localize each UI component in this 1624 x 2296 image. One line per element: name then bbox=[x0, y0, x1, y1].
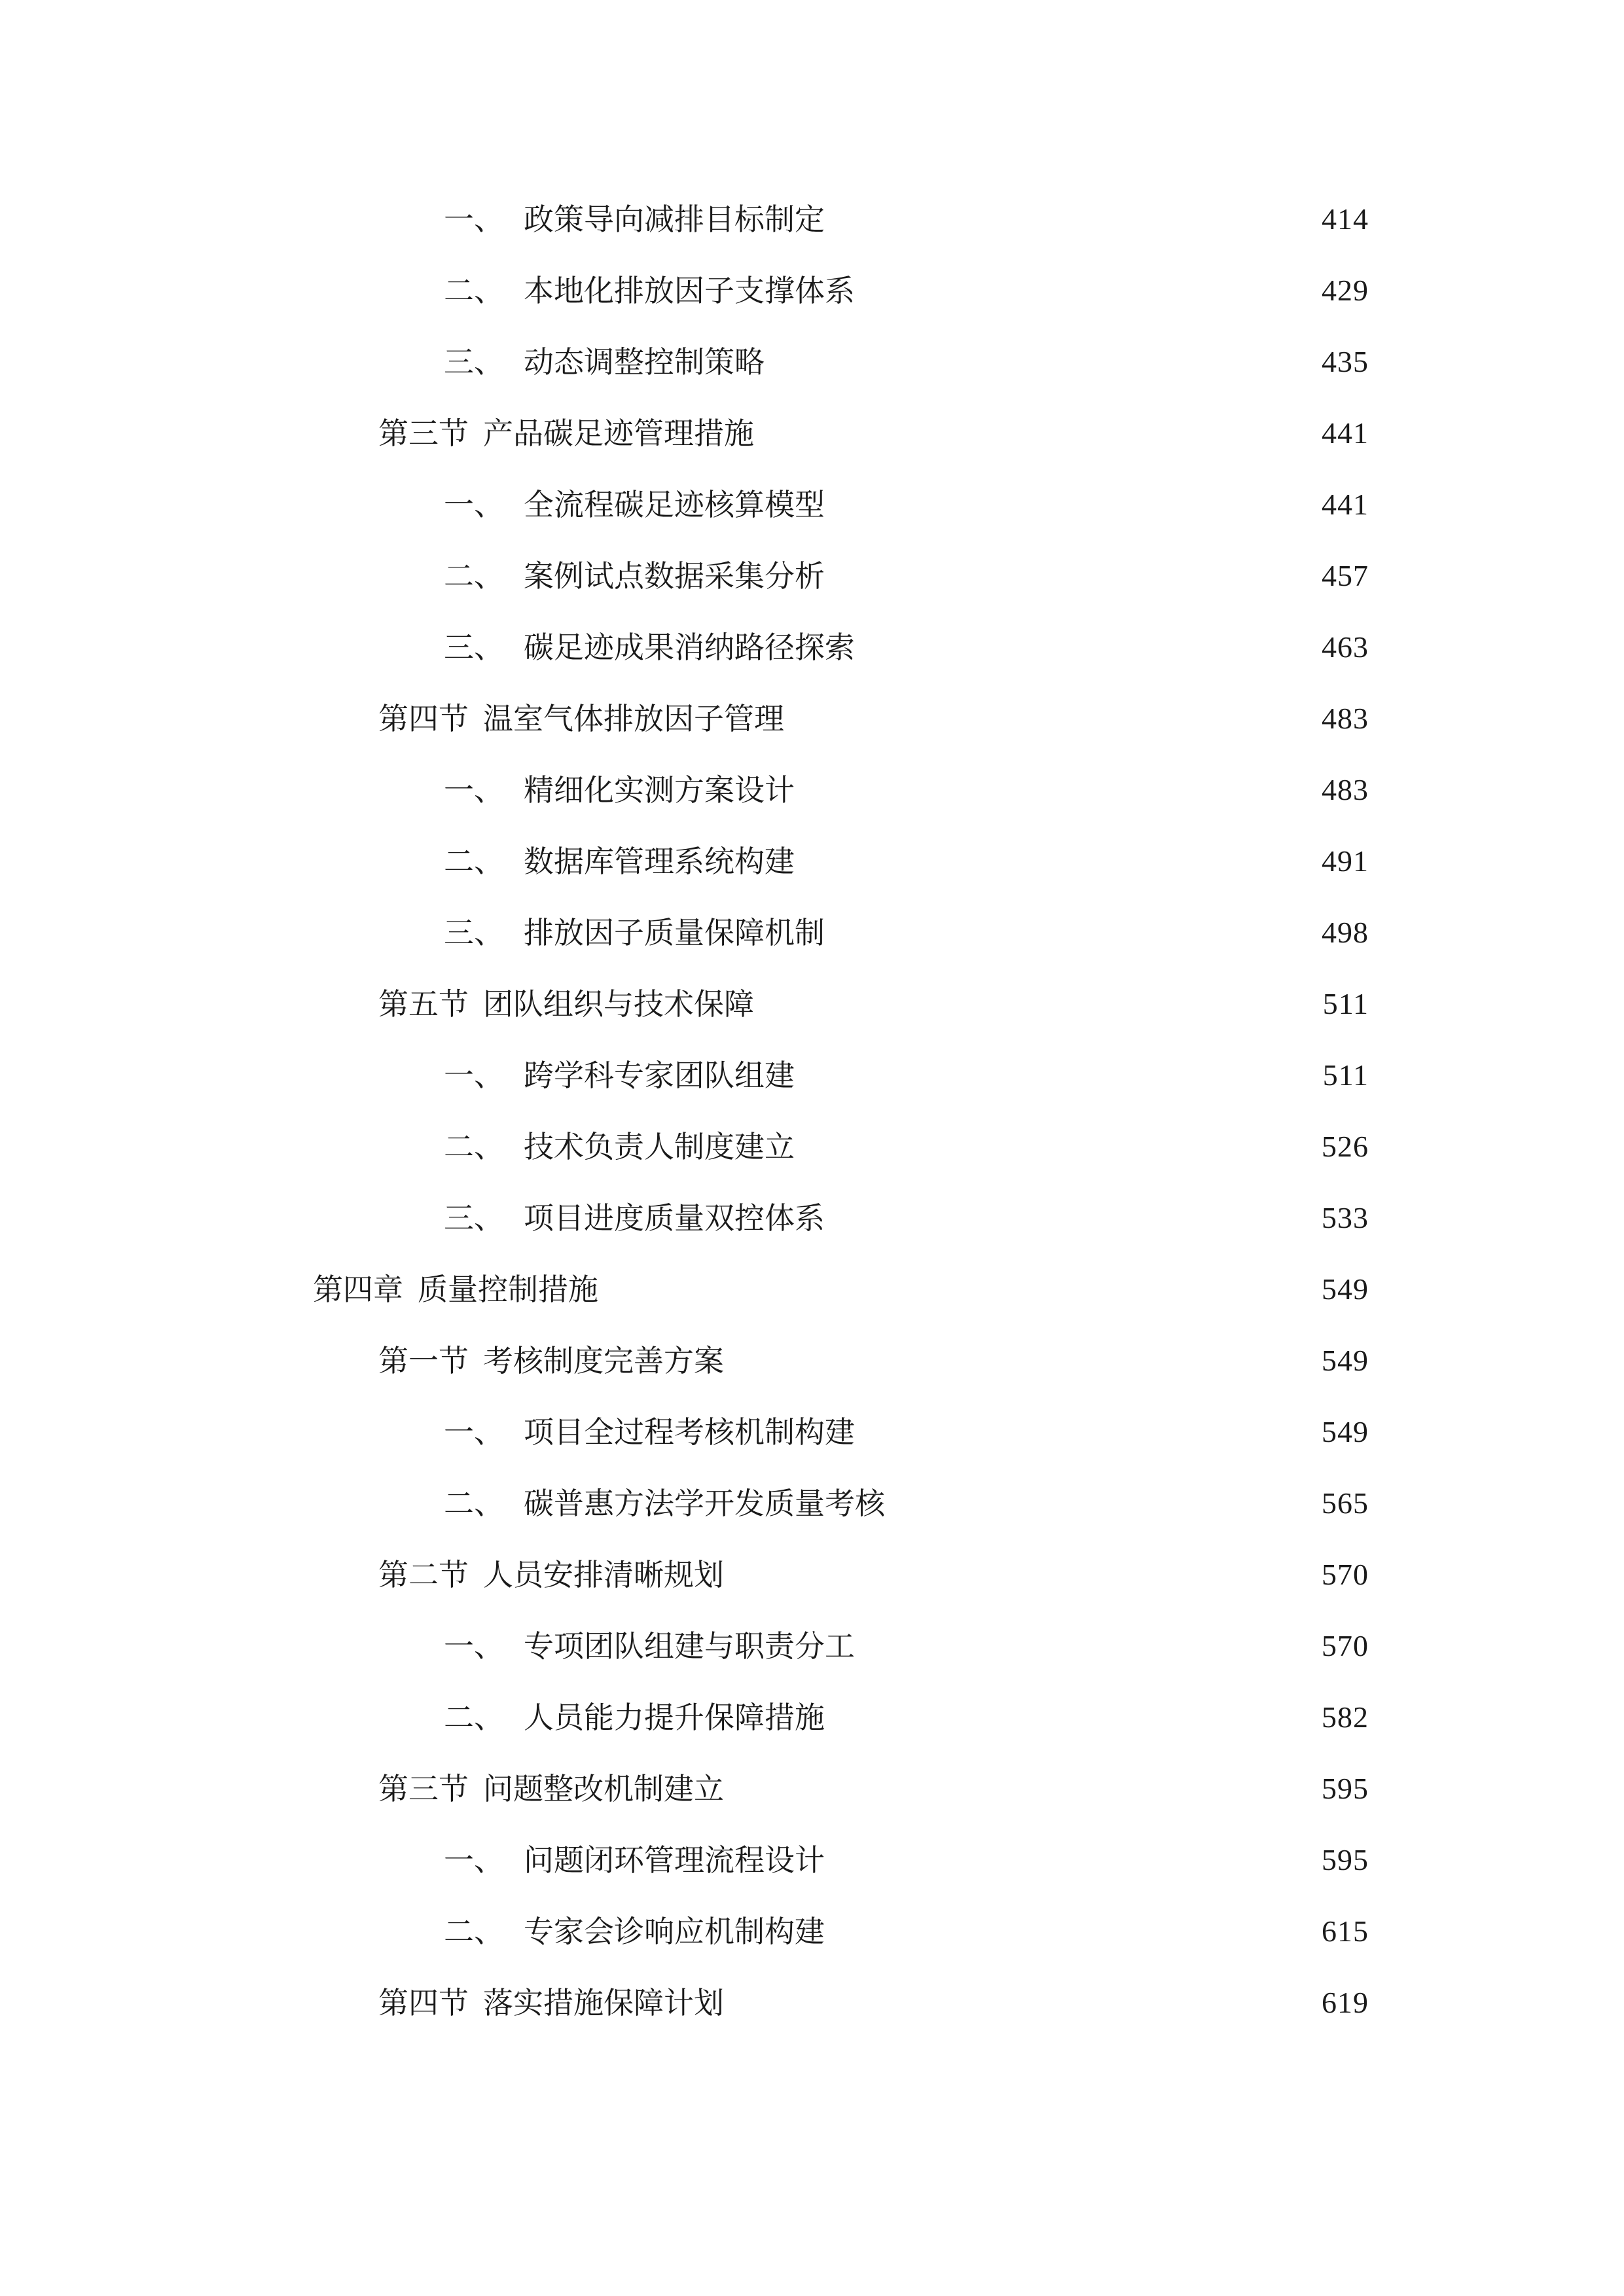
toc-page-number: 570 bbox=[1322, 1629, 1369, 1662]
toc-page-number: 619 bbox=[1322, 1986, 1369, 2019]
toc-entry-title bbox=[378, 1980, 724, 2026]
toc-entry-prefix: 一、 bbox=[444, 487, 504, 522]
toc-entry-title bbox=[444, 1623, 855, 1669]
toc-entry[interactable] bbox=[444, 553, 1369, 599]
dot-leader bbox=[864, 1623, 1311, 1669]
toc-entry-prefix: 二、 bbox=[444, 558, 504, 594]
dot-leader bbox=[804, 1052, 1311, 1098]
dot-leader bbox=[834, 482, 1311, 528]
toc-entry[interactable] bbox=[444, 1409, 1369, 1455]
toc-entry-title bbox=[444, 1695, 825, 1740]
toc-entry-title bbox=[444, 268, 855, 314]
dot-leader bbox=[733, 1552, 1311, 1598]
toc-entry[interactable] bbox=[444, 767, 1369, 813]
toc-entry-title bbox=[444, 1909, 825, 1954]
toc-entry-text: 全流程碳足迹核算模型 bbox=[524, 487, 825, 522]
toc-page-number: 435 bbox=[1322, 345, 1369, 378]
toc-page-number: 498 bbox=[1322, 916, 1369, 949]
toc-entry[interactable] bbox=[444, 1195, 1369, 1241]
toc-page-number: 549 bbox=[1322, 1415, 1369, 1448]
toc-entry[interactable] bbox=[378, 1338, 1369, 1384]
toc-entry-title bbox=[444, 1409, 855, 1455]
toc-entry-prefix: 一、 bbox=[444, 772, 504, 808]
dot-leader bbox=[774, 339, 1311, 385]
toc-entry-prefix: 第一节 bbox=[378, 1343, 469, 1378]
toc-entry-title bbox=[378, 1766, 724, 1812]
toc-entry-text: 团队组织与技术保障 bbox=[483, 986, 754, 1022]
toc-entry[interactable] bbox=[444, 1909, 1369, 1954]
dot-leader bbox=[834, 1909, 1311, 1954]
toc-entry-title bbox=[378, 696, 784, 742]
toc-entry-text: 专家会诊响应机制构建 bbox=[524, 1914, 825, 1949]
toc-entry-text: 项目全过程考核机制构建 bbox=[524, 1414, 855, 1450]
toc-entry[interactable] bbox=[378, 1980, 1369, 2026]
toc-entry-text: 精细化实测方案设计 bbox=[524, 772, 795, 808]
toc-entry-title bbox=[444, 910, 825, 956]
toc-entry-title bbox=[444, 1124, 795, 1170]
toc-entry-text: 碳普惠方法学开发质量考核 bbox=[524, 1486, 885, 1521]
toc-page-number: 570 bbox=[1322, 1558, 1369, 1591]
toc-entry[interactable] bbox=[444, 1052, 1369, 1098]
toc-entry-text: 人员能力提升保障措施 bbox=[524, 1700, 825, 1735]
toc-entry-title bbox=[444, 196, 825, 242]
toc-entry-title bbox=[313, 1266, 598, 1312]
toc-entry[interactable] bbox=[444, 1695, 1369, 1740]
toc-entry-prefix: 二、 bbox=[444, 1486, 504, 1521]
toc-entry-text: 跨学科专家团队组建 bbox=[524, 1058, 795, 1093]
toc-page-number: 582 bbox=[1322, 1700, 1369, 1734]
toc-entry-text: 质量控制措施 bbox=[418, 1272, 598, 1307]
toc-entry-text: 问题闭环管理流程设计 bbox=[524, 1842, 825, 1878]
toc-entry-text: 问题整改机制建立 bbox=[483, 1771, 724, 1806]
toc-entry-title bbox=[444, 838, 795, 884]
toc-entry-title bbox=[444, 553, 825, 599]
toc-entry-title bbox=[378, 981, 754, 1027]
toc-entry[interactable] bbox=[378, 1552, 1369, 1598]
toc-entry-title bbox=[378, 410, 754, 456]
toc-entry-prefix: 二、 bbox=[444, 1700, 504, 1735]
toc-entry-title bbox=[444, 482, 825, 528]
toc-entry-title bbox=[444, 339, 765, 385]
toc-entry-text: 案例试点数据采集分析 bbox=[524, 558, 825, 594]
toc-entry-text: 数据库管理系统构建 bbox=[524, 844, 795, 879]
dot-leader bbox=[834, 553, 1311, 599]
toc-entry-prefix: 二、 bbox=[444, 1914, 504, 1949]
dot-leader bbox=[804, 1124, 1311, 1170]
toc-entry-prefix: 一、 bbox=[444, 1058, 504, 1093]
toc-entry-text: 本地化排放因子支撑体系 bbox=[524, 273, 855, 308]
dot-leader bbox=[733, 1766, 1311, 1812]
toc-page-number: 457 bbox=[1322, 559, 1369, 592]
toc-page-number: 549 bbox=[1322, 1344, 1369, 1377]
toc-entry[interactable] bbox=[444, 624, 1369, 670]
toc-page-number: 463 bbox=[1322, 630, 1369, 664]
toc-page-number: 595 bbox=[1322, 1772, 1369, 1805]
toc-page-number: 526 bbox=[1322, 1130, 1369, 1163]
dot-leader bbox=[804, 838, 1311, 884]
toc-entry-prefix: 二、 bbox=[444, 844, 504, 879]
toc-entry-prefix: 三、 bbox=[444, 630, 504, 665]
dot-leader bbox=[834, 1195, 1311, 1241]
toc-entry-prefix: 第二节 bbox=[378, 1557, 469, 1592]
toc-entry-text: 政策导向减排目标制定 bbox=[524, 202, 825, 237]
toc-entry-text: 技术负责人制度建立 bbox=[524, 1129, 795, 1164]
toc-entry-prefix: 第四章 bbox=[313, 1272, 403, 1307]
toc-entry-prefix: 一、 bbox=[444, 202, 504, 237]
toc-entry[interactable] bbox=[444, 1837, 1369, 1883]
toc-entry[interactable] bbox=[444, 1124, 1369, 1170]
dot-leader bbox=[834, 910, 1311, 956]
toc-page-number: 441 bbox=[1322, 488, 1369, 521]
toc-entry-prefix: 第三节 bbox=[378, 416, 469, 451]
toc-page-number: 491 bbox=[1322, 844, 1369, 878]
toc-entry-text: 项目进度质量双控体系 bbox=[524, 1200, 825, 1236]
toc-entry[interactable] bbox=[444, 1623, 1369, 1669]
toc-entry-title bbox=[378, 1552, 724, 1598]
dot-leader bbox=[763, 410, 1311, 456]
toc-entry-title bbox=[444, 1480, 885, 1526]
toc-entry-prefix: 第三节 bbox=[378, 1771, 469, 1806]
toc-entry-prefix: 三、 bbox=[444, 1200, 504, 1236]
toc-entry-prefix: 一、 bbox=[444, 1628, 504, 1664]
toc-entry-text: 温室气体排放因子管理 bbox=[483, 701, 784, 736]
toc-entry-prefix: 三、 bbox=[444, 344, 504, 380]
dot-leader bbox=[864, 1409, 1311, 1455]
dot-leader bbox=[607, 1266, 1311, 1312]
dot-leader bbox=[864, 268, 1311, 314]
toc-entry-prefix: 二、 bbox=[444, 273, 504, 308]
toc-page-number: 511 bbox=[1322, 987, 1369, 1020]
toc-entry[interactable] bbox=[378, 1766, 1369, 1812]
toc-page-number: 483 bbox=[1322, 702, 1369, 735]
toc-page-number: 595 bbox=[1322, 1843, 1369, 1876]
dot-leader bbox=[894, 1480, 1311, 1526]
toc-entry-title bbox=[378, 1338, 724, 1384]
toc-page-number: 549 bbox=[1322, 1272, 1369, 1306]
toc-entry-title bbox=[444, 1837, 825, 1883]
toc-entry[interactable] bbox=[444, 339, 1369, 385]
toc-entry-text: 考核制度完善方案 bbox=[483, 1343, 724, 1378]
toc-entry[interactable] bbox=[378, 410, 1369, 456]
dot-leader bbox=[763, 981, 1311, 1027]
toc-page-number: 533 bbox=[1322, 1201, 1369, 1234]
toc-entry-prefix: 一、 bbox=[444, 1414, 504, 1450]
toc-page-number: 483 bbox=[1322, 773, 1369, 806]
toc-entry-text: 排放因子质量保障机制 bbox=[524, 915, 825, 950]
toc-entry-title bbox=[444, 1195, 825, 1241]
toc-entry[interactable] bbox=[444, 838, 1369, 884]
toc-entry-prefix: 二、 bbox=[444, 1129, 504, 1164]
toc-page-number: 615 bbox=[1322, 1914, 1369, 1948]
dot-leader bbox=[834, 196, 1311, 242]
dot-leader bbox=[864, 624, 1311, 670]
toc-page-number: 565 bbox=[1322, 1486, 1369, 1520]
toc-entry[interactable] bbox=[444, 268, 1369, 314]
toc-entry[interactable] bbox=[444, 482, 1369, 528]
toc-entry-prefix: 第五节 bbox=[378, 986, 469, 1022]
toc-entry[interactable] bbox=[378, 696, 1369, 742]
dot-leader bbox=[793, 696, 1311, 742]
toc-page-number: 511 bbox=[1322, 1058, 1369, 1092]
toc-entry[interactable] bbox=[313, 1266, 1369, 1312]
dot-leader bbox=[733, 1338, 1311, 1384]
toc-entry-prefix: 第四节 bbox=[378, 1985, 469, 2020]
toc-page-number: 441 bbox=[1322, 416, 1369, 450]
toc-entry-text: 产品碳足迹管理措施 bbox=[483, 416, 754, 451]
dot-leader bbox=[834, 1695, 1311, 1740]
toc-entry[interactable] bbox=[444, 910, 1369, 956]
toc-entry-prefix: 一、 bbox=[444, 1842, 504, 1878]
dot-leader bbox=[834, 1837, 1311, 1883]
toc-entry-prefix: 三、 bbox=[444, 915, 504, 950]
toc-entry-title bbox=[444, 624, 855, 670]
toc-entry-text: 专项团队组建与职责分工 bbox=[524, 1628, 855, 1664]
toc-entry-text: 碳足迹成果消纳路径探索 bbox=[524, 630, 855, 665]
toc-entry-text: 人员安排清晰规划 bbox=[483, 1557, 724, 1592]
toc-entry-title bbox=[444, 1052, 795, 1098]
dot-leader bbox=[804, 767, 1311, 813]
toc-entry[interactable] bbox=[444, 196, 1369, 242]
toc-entry-title bbox=[444, 767, 795, 813]
toc-page-number: 429 bbox=[1322, 274, 1369, 307]
dot-leader bbox=[733, 1980, 1311, 2026]
toc-page-number: 414 bbox=[1322, 202, 1369, 236]
toc-entry[interactable] bbox=[444, 1480, 1369, 1526]
toc-entry-text: 动态调整控制策略 bbox=[524, 344, 765, 380]
toc-entry-prefix: 第四节 bbox=[378, 701, 469, 736]
toc-entry[interactable] bbox=[378, 981, 1369, 1027]
toc-entry-text: 落实措施保障计划 bbox=[483, 1985, 724, 2020]
